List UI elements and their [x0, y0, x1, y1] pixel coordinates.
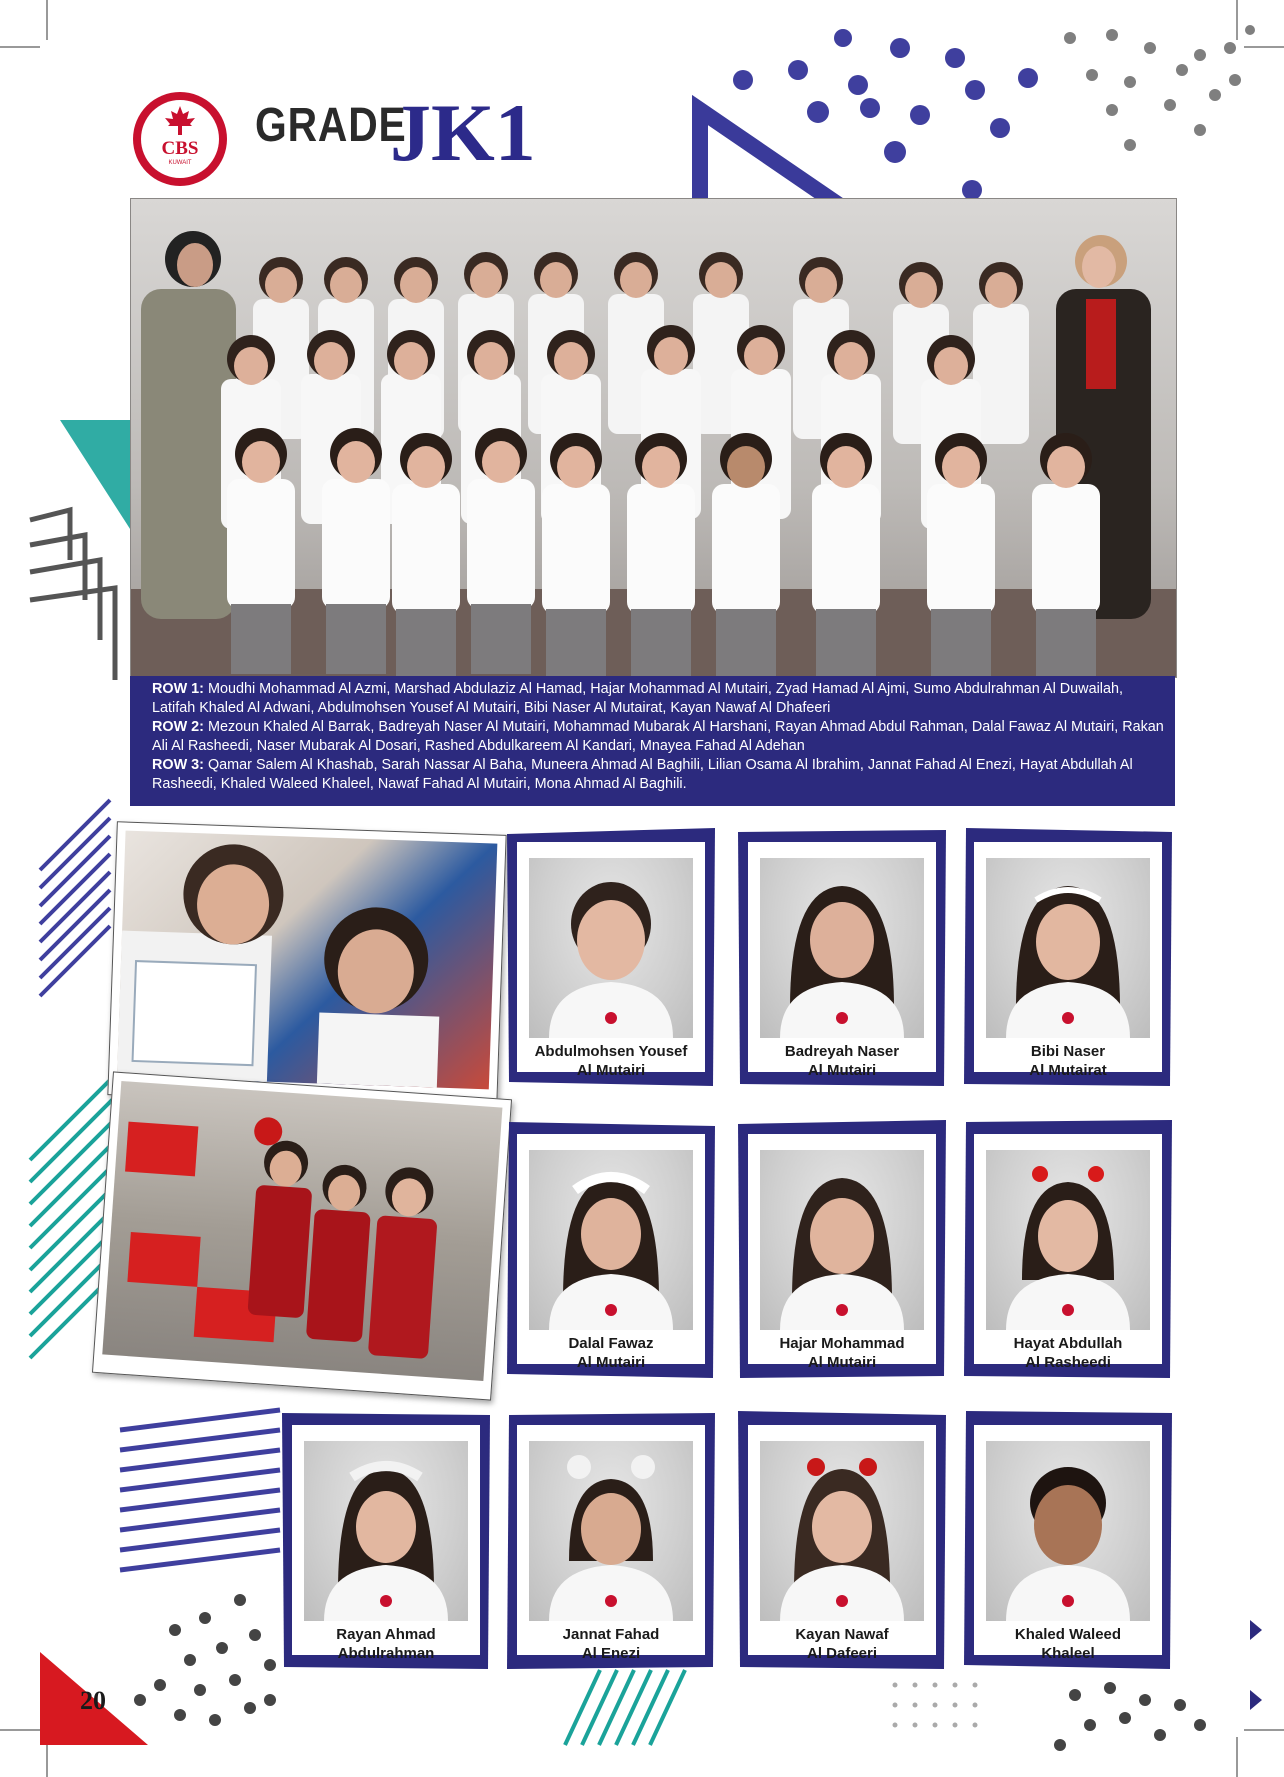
student-name: [292, 1625, 480, 1663]
portrait-card: [964, 1120, 1172, 1378]
caption-row-3: [152, 756, 1165, 794]
portrait-photo: [986, 1441, 1150, 1621]
name-line-1: Rayan Ahmad: [336, 1626, 436, 1643]
student-name: [748, 1334, 936, 1372]
maple-leaf-icon: [163, 106, 197, 136]
portrait-photo: [760, 1441, 924, 1621]
name-line-2: Abdulrahman: [337, 1645, 435, 1662]
portrait-card: [964, 828, 1172, 1086]
class-group-photo: [130, 198, 1177, 678]
name-line-1: Badreyah Naser: [784, 1043, 900, 1060]
grade-label: GRADE: [255, 99, 407, 152]
student-name: [517, 1625, 705, 1663]
student-name: [748, 1625, 936, 1663]
portrait-photo: [304, 1441, 468, 1621]
name-line-2: Al Mutairat: [1029, 1062, 1107, 1079]
group-photo-illustration: [131, 199, 1176, 677]
student-name: [748, 1042, 936, 1080]
grade-code: JK1: [390, 87, 536, 178]
name-line-1: Hayat Abdullah: [1013, 1335, 1123, 1352]
portrait-card: [282, 1411, 490, 1669]
row-label: ROW 2:: [152, 719, 204, 735]
portrait-photo: [986, 858, 1150, 1038]
name-line-2: Al Mutairi: [807, 1062, 877, 1079]
portrait-card: [738, 1411, 946, 1669]
name-line-2: Khaleel: [1041, 1645, 1095, 1662]
name-line-2: Al Mutairi: [807, 1354, 877, 1371]
logo-text: CBS: [161, 138, 199, 159]
student-name: [517, 1042, 705, 1080]
portrait-photo: [760, 1150, 924, 1330]
name-line-1: Abdulmohsen Yousef: [534, 1043, 688, 1060]
student-name: [974, 1625, 1162, 1663]
portrait-card: [964, 1411, 1172, 1669]
name-line-1: Hajar Mohammad: [779, 1335, 905, 1352]
portrait-card: [738, 1120, 946, 1378]
school-logo: [133, 92, 227, 186]
portrait-card: [738, 828, 946, 1086]
candid-photo-classroom: [107, 821, 506, 1108]
row-names: Qamar Salem Al Khashab, Sarah Nassar Al Baha, Muneera Ahmad Al Baghili, Lilian Osama Al Ibrahim, Jannat Fahad Al Enezi, Hayat Abdullah Al Rasheedi, Khaled Waleed Khaleel, Nawaf Fahad Al Mutairi, Mona Ahmad Al Baghili.: [152, 757, 1133, 792]
row-names: Moudhi Mohammad Al Azmi, Marshad Abdulaziz Al Hamad, Hajar Mohammad Al Mutairi, Zyad Hamad Al Ajmi, Sumo Abdulrahman Al Duwailah, Latifah Khaled Al Adwani, Abdulmohsen Yousef Al Mutairi, Bibi Naser Al Mutairat, Kayan Nawaf Al Dhafeeri: [152, 681, 1123, 716]
portrait-photo: [529, 1150, 693, 1330]
name-line-2: Al Mutairi: [576, 1354, 646, 1371]
portrait-card: [507, 1411, 715, 1669]
name-line-1: Dalal Fawaz: [568, 1335, 654, 1352]
student-name: [974, 1042, 1162, 1080]
portrait-photo: [760, 858, 924, 1038]
row-label: ROW 1:: [152, 681, 204, 697]
name-line-2: Al Mutairi: [576, 1062, 646, 1079]
row-label: ROW 3:: [152, 757, 204, 773]
logo-subtext: KUWAIT: [168, 160, 192, 166]
student-name: [517, 1334, 705, 1372]
name-line-1: Khaled Waleed: [1014, 1626, 1122, 1643]
portrait-card: [507, 828, 715, 1086]
portrait-card: [507, 1120, 715, 1378]
portrait-photo: [986, 1150, 1150, 1330]
name-line-1: Kayan Nawaf: [795, 1626, 889, 1643]
name-line-2: Al Rasheedi: [1025, 1354, 1111, 1371]
name-line-1: Bibi Naser: [1030, 1043, 1106, 1060]
candid-photo-national-day: [92, 1071, 512, 1400]
student-name: [974, 1334, 1162, 1372]
name-line-2: Al Dafeeri: [806, 1645, 878, 1662]
portrait-photo: [529, 1441, 693, 1621]
group-photo-caption: [130, 676, 1175, 806]
caption-row-2: [152, 718, 1165, 756]
row-names: Mezoun Khaled Al Barrak, Badreyah Naser Al Mutairi, Mohammad Mubarak Al Harshani, Rayan Ahmad Abdul Rahman, Dalal Fawaz Al Mutairi, Rakan Ali Al Rasheedi, Naser Mubarak Al Dosari, Rashed Abdulkareem Al Kandari, Mnayea Fahad Al Adehan: [152, 719, 1164, 754]
portrait-photo: [529, 858, 693, 1038]
name-line-2: Al Enezi: [581, 1645, 641, 1662]
name-line-1: Jannat Fahad: [562, 1626, 660, 1643]
page-number: 20: [80, 1686, 106, 1715]
caption-row-1: [152, 680, 1165, 718]
